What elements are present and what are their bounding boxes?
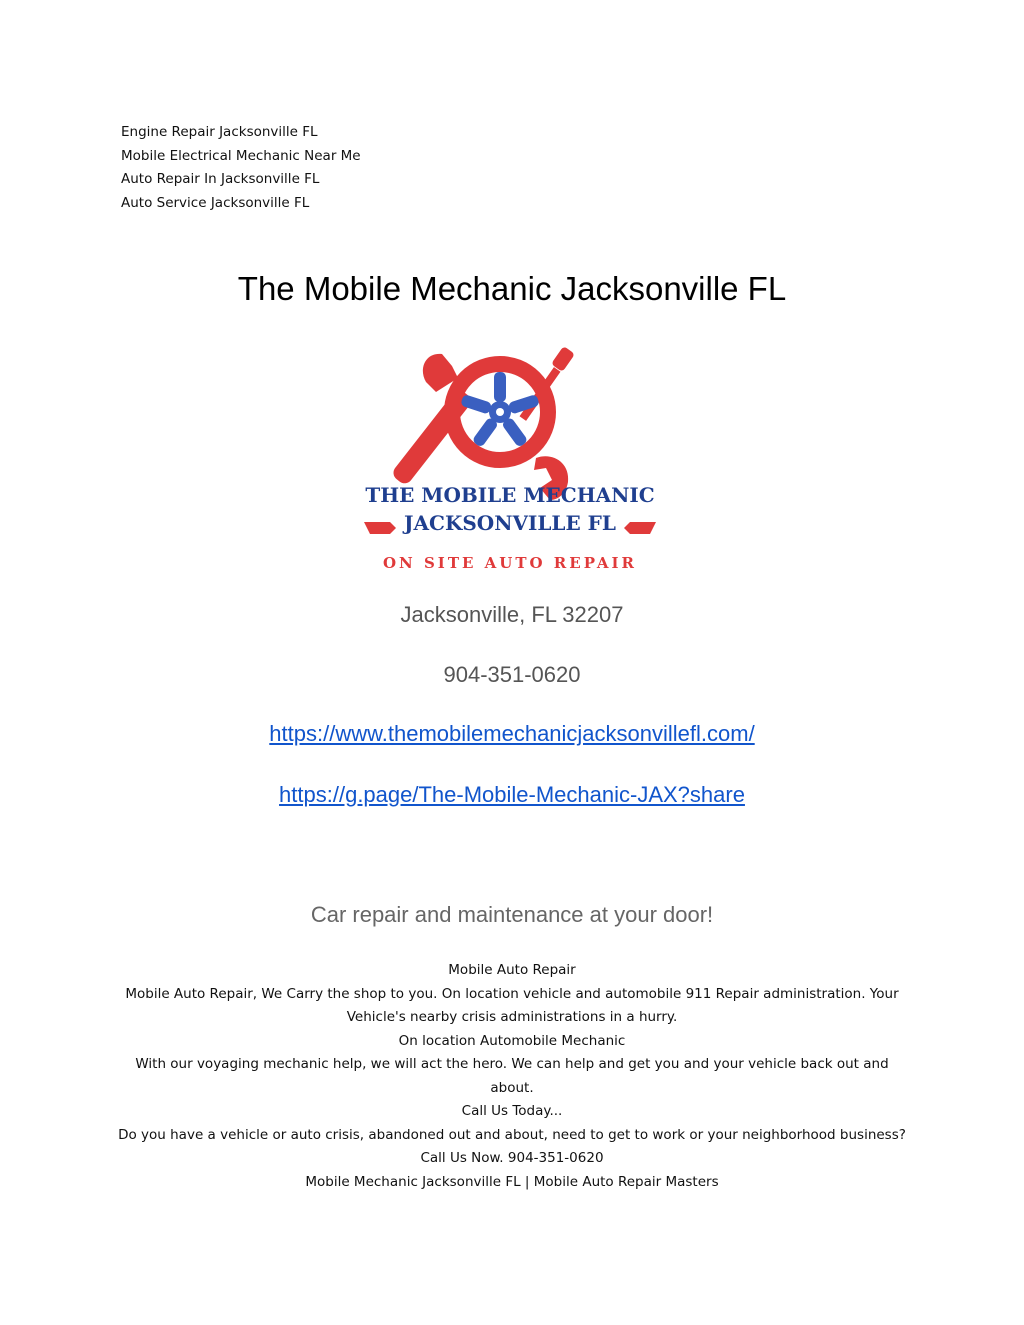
body-line: On location Automobile Mechanic xyxy=(398,1032,626,1049)
keyword-link: Auto Repair In Jacksonville FL xyxy=(121,171,320,187)
body-line: Mobile Auto Repair, We Carry the shop to you. On location vehicle and automobile 911 Repair administration. Your Vehicle's nearby crisis administrations in a hurry. xyxy=(125,985,899,1025)
company-logo xyxy=(360,342,660,574)
body-line: Call Us Today... xyxy=(461,1103,563,1119)
website-link[interactable]: https://www.themobilemechanicjacksonvillefl.com/ xyxy=(269,721,755,746)
keyword-links xyxy=(121,121,361,215)
body-text xyxy=(112,959,912,1194)
logo-text-line3: ON SITE AUTO REPAIR xyxy=(382,554,638,572)
logo-text-line2: JACKSONVILLE FL xyxy=(404,511,616,535)
keyword-link: Auto Service Jacksonville FL xyxy=(121,194,310,211)
body-line: Mobile Mechanic Jacksonville FL | Mobile Auto Repair Masters xyxy=(305,1173,719,1190)
tagline: Car repair and maintenance at your door! xyxy=(310,902,714,927)
google-page-link[interactable]: https://g.page/The-Mobile-Mechanic-JAX?share xyxy=(279,782,745,807)
address: Jacksonville, FL 32207 xyxy=(400,602,624,627)
keyword-link: Engine Repair Jacksonville FL xyxy=(121,124,318,140)
logo-text-line1: THE MOBILE MECHANIC xyxy=(365,483,655,507)
page-title: The Mobile Mechanic Jacksonville FL xyxy=(237,270,787,307)
mechanic-logo-icon xyxy=(360,342,660,574)
body-line: Mobile Auto Repair xyxy=(448,962,576,978)
body-line: Do you have a vehicle or auto crisis, abandoned out and about, need to get to work or your neighborhood business? Call Us Now. 904-351-0620 xyxy=(118,1126,906,1166)
body-line: With our voyaging mechanic help, we will act the hero. We can help and get you and your vehicle back out and about. xyxy=(135,1056,889,1096)
phone-number: 904-351-0620 xyxy=(443,662,581,687)
keyword-link: Mobile Electrical Mechanic Near Me xyxy=(121,147,361,164)
